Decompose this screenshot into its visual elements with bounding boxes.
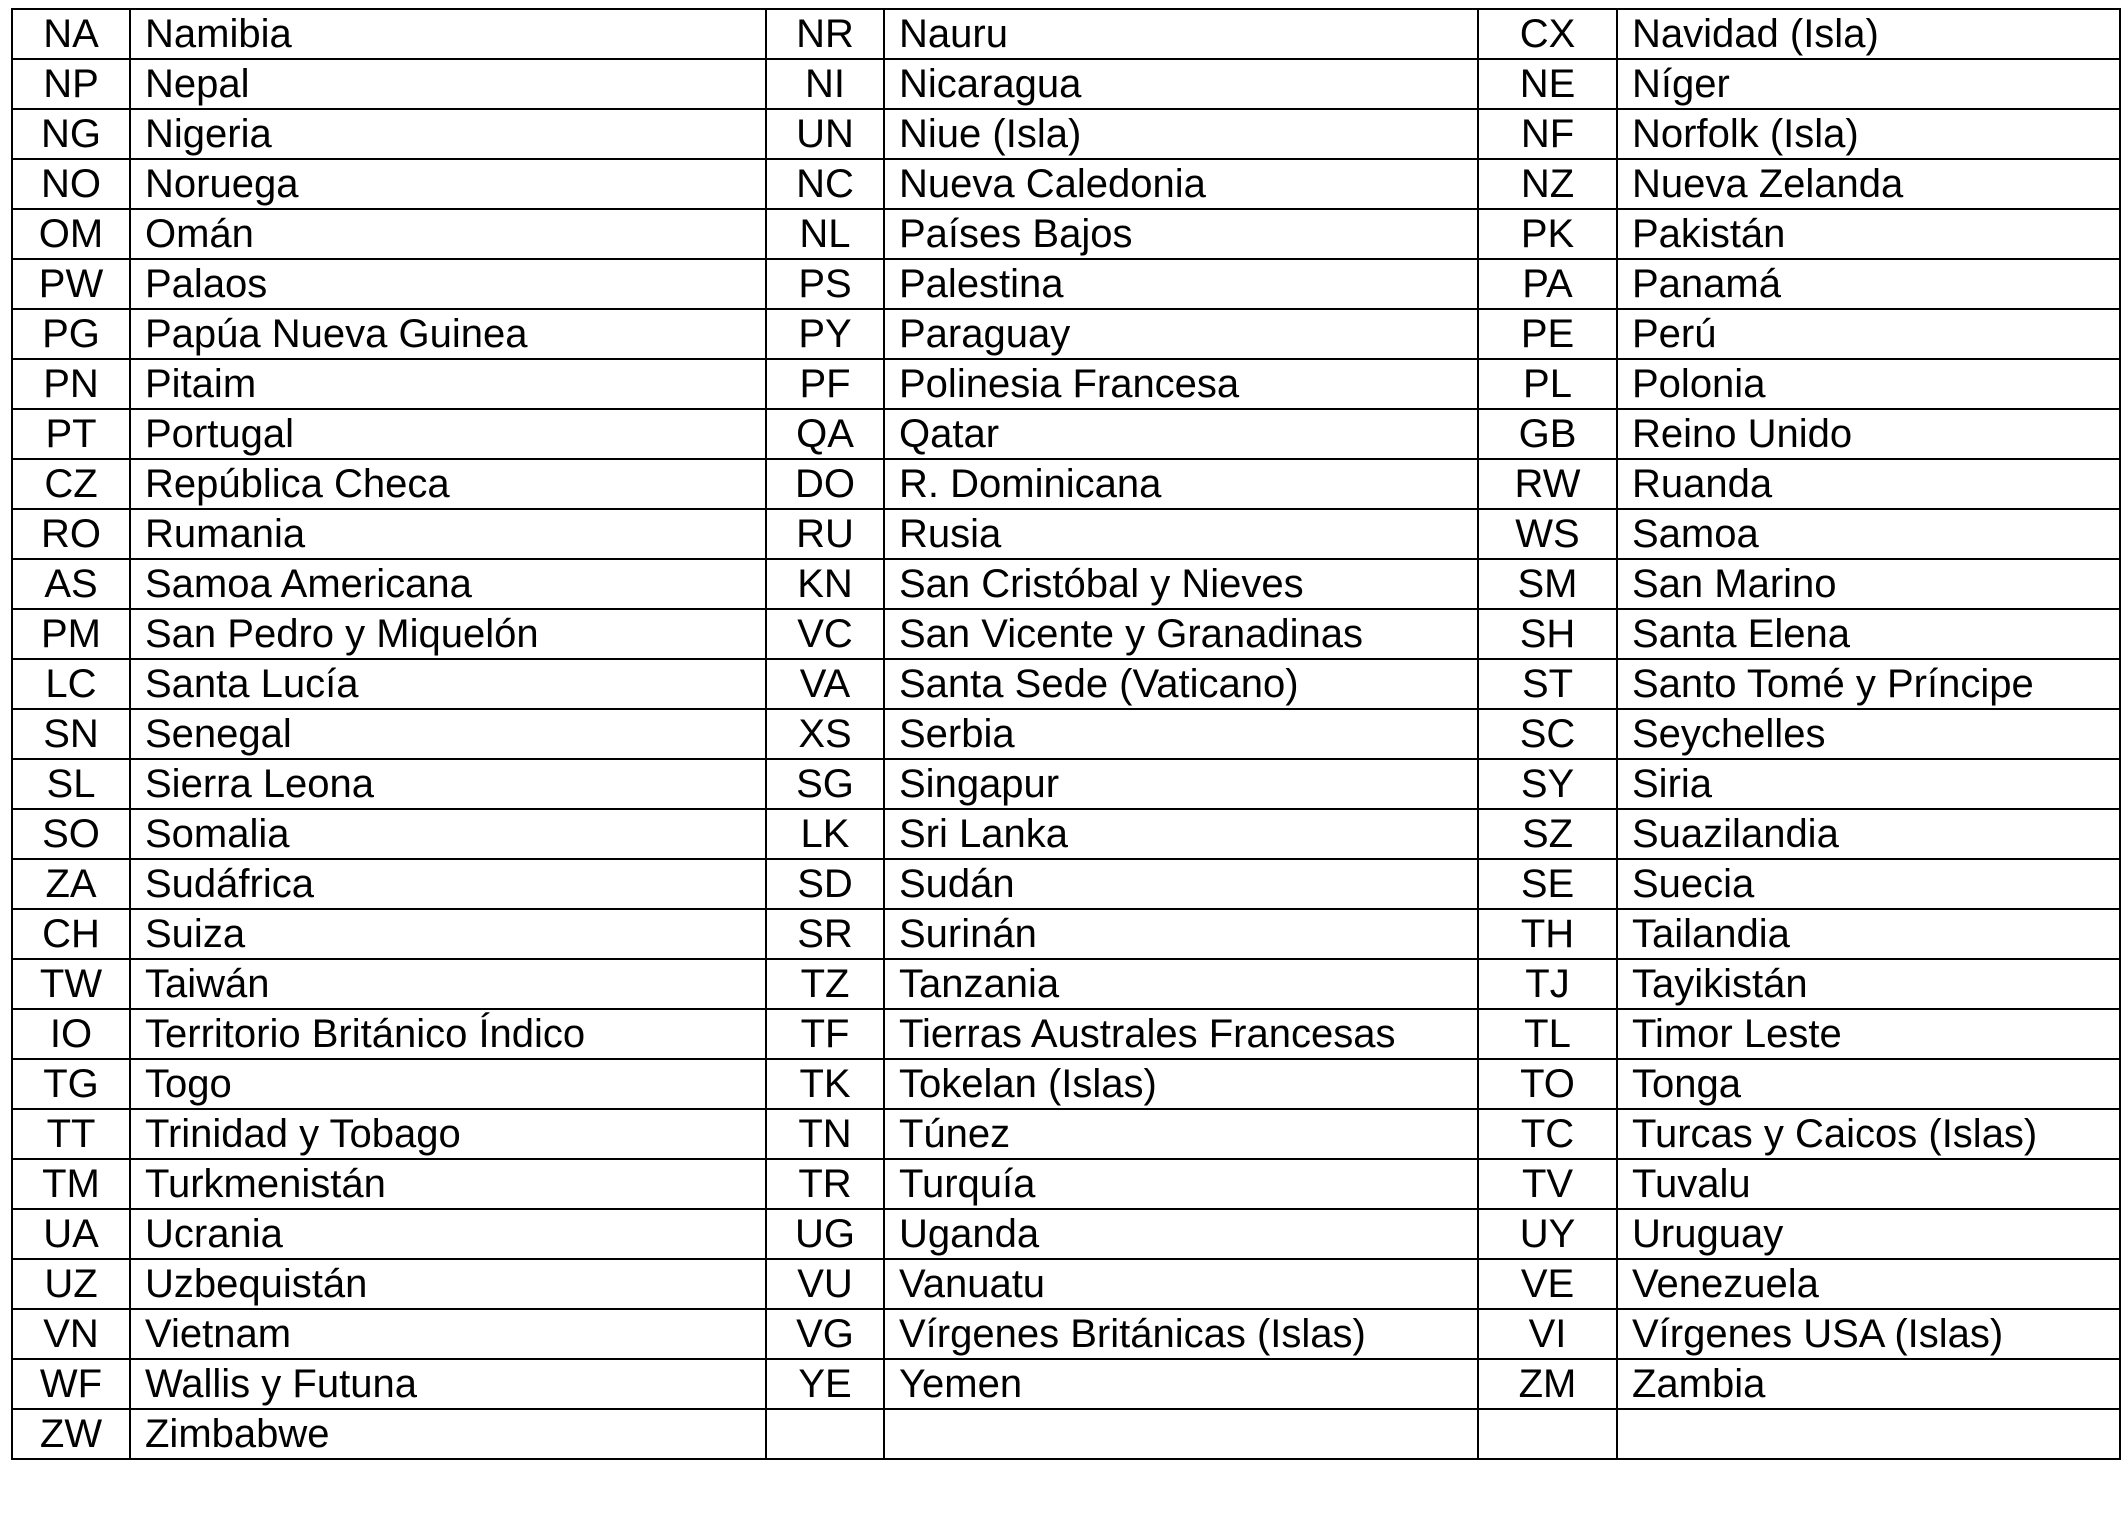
country-code-cell: UY <box>1478 1209 1617 1259</box>
country-name-cell: Nepal <box>130 59 766 109</box>
country-name-cell: Taiwán <box>130 959 766 1009</box>
country-code-cell: SD <box>766 859 884 909</box>
country-name-cell: Portugal <box>130 409 766 459</box>
country-name-cell: Qatar <box>884 409 1478 459</box>
country-code-table <box>11 8 2121 1460</box>
country-name-cell: R. Dominicana <box>884 459 1478 509</box>
country-name-cell: Tailandia <box>1617 909 2120 959</box>
country-code-cell: VI <box>1478 1309 1617 1359</box>
empty-cell <box>1617 1409 2120 1459</box>
country-name-cell: Samoa <box>1617 509 2120 559</box>
country-code-cell: PL <box>1478 359 1617 409</box>
country-code-cell: PM <box>12 609 130 659</box>
table-row <box>12 309 2120 359</box>
country-code-cell: NE <box>1478 59 1617 109</box>
country-name-cell: San Pedro y Miquelón <box>130 609 766 659</box>
country-name-cell: Suazilandia <box>1617 809 2120 859</box>
country-code-cell: ZA <box>12 859 130 909</box>
country-name-cell: Omán <box>130 209 766 259</box>
country-name-cell: Somalia <box>130 809 766 859</box>
country-name-cell: Turcas y Caicos (Islas) <box>1617 1109 2120 1159</box>
country-name-cell: Sierra Leona <box>130 759 766 809</box>
table-row <box>12 1409 2120 1459</box>
country-code-cell: NG <box>12 109 130 159</box>
country-code-cell: VU <box>766 1259 884 1309</box>
country-code-cell: SY <box>1478 759 1617 809</box>
country-name-cell: Tanzania <box>884 959 1478 1009</box>
country-code-cell: TG <box>12 1059 130 1109</box>
country-name-cell: Tokelan (Islas) <box>884 1059 1478 1109</box>
country-name-cell: Túnez <box>884 1109 1478 1159</box>
country-name-cell: República Checa <box>130 459 766 509</box>
country-code-cell: TJ <box>1478 959 1617 1009</box>
country-name-cell: Siria <box>1617 759 2120 809</box>
table-row <box>12 1009 2120 1059</box>
country-name-cell: Togo <box>130 1059 766 1109</box>
country-name-cell: Rumania <box>130 509 766 559</box>
table-row <box>12 359 2120 409</box>
table-row <box>12 1109 2120 1159</box>
country-code-cell: XS <box>766 709 884 759</box>
country-code-cell: UN <box>766 109 884 159</box>
table-row <box>12 659 2120 709</box>
country-code-cell: UA <box>12 1209 130 1259</box>
country-name-cell: Reino Unido <box>1617 409 2120 459</box>
country-code-cell: NA <box>12 9 130 59</box>
country-code-cell: SO <box>12 809 130 859</box>
country-code-cell: TL <box>1478 1009 1617 1059</box>
country-code-cell: TK <box>766 1059 884 1109</box>
country-code-cell: LK <box>766 809 884 859</box>
country-code-cell: TC <box>1478 1109 1617 1159</box>
country-code-cell: RO <box>12 509 130 559</box>
country-name-cell: Palaos <box>130 259 766 309</box>
country-name-cell: Palestina <box>884 259 1478 309</box>
country-code-cell: PA <box>1478 259 1617 309</box>
country-name-cell: Uzbequistán <box>130 1259 766 1309</box>
country-code-cell: DO <box>766 459 884 509</box>
country-name-cell: Santa Lucía <box>130 659 766 709</box>
country-name-cell: San Marino <box>1617 559 2120 609</box>
country-code-cell: SE <box>1478 859 1617 909</box>
country-code-cell: PE <box>1478 309 1617 359</box>
country-code-cell: RW <box>1478 459 1617 509</box>
country-code-cell: NO <box>12 159 130 209</box>
country-name-cell: Yemen <box>884 1359 1478 1409</box>
table-row <box>12 559 2120 609</box>
country-name-cell: Suiza <box>130 909 766 959</box>
country-code-cell: CZ <box>12 459 130 509</box>
country-name-cell: Ruanda <box>1617 459 2120 509</box>
country-code-cell: NR <box>766 9 884 59</box>
country-code-cell: AS <box>12 559 130 609</box>
table-row <box>12 1059 2120 1109</box>
table-row <box>12 609 2120 659</box>
country-code-cell: PY <box>766 309 884 359</box>
table-row <box>12 1209 2120 1259</box>
country-name-cell: Nauru <box>884 9 1478 59</box>
country-name-cell: Nueva Zelanda <box>1617 159 2120 209</box>
country-name-cell: Vírgenes USA (Islas) <box>1617 1309 2120 1359</box>
country-code-cell: TT <box>12 1109 130 1159</box>
table-row <box>12 809 2120 859</box>
country-name-cell: Tuvalu <box>1617 1159 2120 1209</box>
country-code-cell: VN <box>12 1309 130 1359</box>
table-row <box>12 1359 2120 1409</box>
country-code-cell: SC <box>1478 709 1617 759</box>
country-code-cell: NI <box>766 59 884 109</box>
country-name-cell: Nueva Caledonia <box>884 159 1478 209</box>
table-row <box>12 159 2120 209</box>
table-row <box>12 959 2120 1009</box>
country-code-cell: RU <box>766 509 884 559</box>
table-row <box>12 709 2120 759</box>
country-name-cell: Zimbabwe <box>130 1409 766 1459</box>
country-code-cell: KN <box>766 559 884 609</box>
table-row <box>12 209 2120 259</box>
country-code-cell: IO <box>12 1009 130 1059</box>
table-row <box>12 1159 2120 1209</box>
country-code-cell: PG <box>12 309 130 359</box>
table-row <box>12 1259 2120 1309</box>
country-name-cell: Paraguay <box>884 309 1478 359</box>
country-name-cell: Seychelles <box>1617 709 2120 759</box>
country-code-cell: VC <box>766 609 884 659</box>
table-row <box>12 9 2120 59</box>
country-code-cell: NL <box>766 209 884 259</box>
country-code-cell: TO <box>1478 1059 1617 1109</box>
country-code-cell: PT <box>12 409 130 459</box>
empty-cell <box>884 1409 1478 1459</box>
country-name-cell: Singapur <box>884 759 1478 809</box>
table-row <box>12 759 2120 809</box>
country-code-cell: SR <box>766 909 884 959</box>
country-code-cell: TN <box>766 1109 884 1159</box>
country-code-cell: TH <box>1478 909 1617 959</box>
country-code-cell: SZ <box>1478 809 1617 859</box>
country-name-cell: Uganda <box>884 1209 1478 1259</box>
country-code-cell: NZ <box>1478 159 1617 209</box>
country-code-cell: SH <box>1478 609 1617 659</box>
country-name-cell: Surinán <box>884 909 1478 959</box>
country-name-cell: Perú <box>1617 309 2120 359</box>
country-code-cell: ZM <box>1478 1359 1617 1409</box>
country-name-cell: Noruega <box>130 159 766 209</box>
country-code-cell: PN <box>12 359 130 409</box>
country-code-cell: ST <box>1478 659 1617 709</box>
country-code-cell: LC <box>12 659 130 709</box>
country-name-cell: Senegal <box>130 709 766 759</box>
country-name-cell: Tayikistán <box>1617 959 2120 1009</box>
country-name-cell: Nicaragua <box>884 59 1478 109</box>
country-name-cell: Turquía <box>884 1159 1478 1209</box>
country-code-cell: TV <box>1478 1159 1617 1209</box>
country-code-cell: TR <box>766 1159 884 1209</box>
country-name-cell: Vírgenes Británicas (Islas) <box>884 1309 1478 1359</box>
table-row <box>12 259 2120 309</box>
country-name-cell: Países Bajos <box>884 209 1478 259</box>
country-code-cell: WF <box>12 1359 130 1409</box>
country-code-cell: UG <box>766 1209 884 1259</box>
country-code-cell: NC <box>766 159 884 209</box>
country-name-cell: San Cristóbal y Nieves <box>884 559 1478 609</box>
country-code-cell: ZW <box>12 1409 130 1459</box>
country-name-cell: Venezuela <box>1617 1259 2120 1309</box>
country-name-cell: Samoa Americana <box>130 559 766 609</box>
country-name-cell: Rusia <box>884 509 1478 559</box>
country-code-cell: PS <box>766 259 884 309</box>
country-name-cell: Suecia <box>1617 859 2120 909</box>
country-name-cell: Wallis y Futuna <box>130 1359 766 1409</box>
country-name-cell: Santa Elena <box>1617 609 2120 659</box>
country-code-cell: TM <box>12 1159 130 1209</box>
country-name-cell: Ucrania <box>130 1209 766 1259</box>
country-name-cell: Navidad (Isla) <box>1617 9 2120 59</box>
country-code-cell: GB <box>1478 409 1617 459</box>
country-name-cell: Vanuatu <box>884 1259 1478 1309</box>
country-code-cell: VA <box>766 659 884 709</box>
country-code-cell: NF <box>1478 109 1617 159</box>
country-code-cell: TW <box>12 959 130 1009</box>
country-code-cell: PK <box>1478 209 1617 259</box>
country-code-cell: SN <box>12 709 130 759</box>
country-code-cell: CX <box>1478 9 1617 59</box>
empty-cell <box>766 1409 884 1459</box>
table-row <box>12 509 2120 559</box>
country-name-cell: Santo Tomé y Príncipe <box>1617 659 2120 709</box>
country-name-cell: Polonia <box>1617 359 2120 409</box>
country-name-cell: Niue (Isla) <box>884 109 1478 159</box>
country-name-cell: Papúa Nueva Guinea <box>130 309 766 359</box>
country-name-cell: Zambia <box>1617 1359 2120 1409</box>
country-name-cell: Santa Sede (Vaticano) <box>884 659 1478 709</box>
table-row <box>12 459 2120 509</box>
country-name-cell: Namibia <box>130 9 766 59</box>
country-name-cell: Nigeria <box>130 109 766 159</box>
country-name-cell: Serbia <box>884 709 1478 759</box>
country-name-cell: Polinesia Francesa <box>884 359 1478 409</box>
country-name-cell: Vietnam <box>130 1309 766 1359</box>
country-name-cell: Territorio Británico Índico <box>130 1009 766 1059</box>
country-name-cell: Sudán <box>884 859 1478 909</box>
country-code-cell: CH <box>12 909 130 959</box>
country-code-cell: TF <box>766 1009 884 1059</box>
country-name-cell: Trinidad y Tobago <box>130 1109 766 1159</box>
country-name-cell: Sri Lanka <box>884 809 1478 859</box>
country-code-cell: VG <box>766 1309 884 1359</box>
table-row <box>12 59 2120 109</box>
country-code-cell: WS <box>1478 509 1617 559</box>
country-code-cell: SM <box>1478 559 1617 609</box>
country-code-cell: SL <box>12 759 130 809</box>
country-code-cell: NP <box>12 59 130 109</box>
country-name-cell: Norfolk (Isla) <box>1617 109 2120 159</box>
country-code-cell: QA <box>766 409 884 459</box>
country-code-cell: UZ <box>12 1259 130 1309</box>
country-name-cell: Pakistán <box>1617 209 2120 259</box>
country-code-cell: PF <box>766 359 884 409</box>
country-name-cell: Pitaim <box>130 359 766 409</box>
table-row <box>12 109 2120 159</box>
country-name-cell: Sudáfrica <box>130 859 766 909</box>
table-row <box>12 1309 2120 1359</box>
table-row <box>12 859 2120 909</box>
country-name-cell: Turkmenistán <box>130 1159 766 1209</box>
country-name-cell: Timor Leste <box>1617 1009 2120 1059</box>
country-name-cell: Panamá <box>1617 259 2120 309</box>
country-name-cell: Tierras Australes Francesas <box>884 1009 1478 1059</box>
table-row <box>12 409 2120 459</box>
country-name-cell: Tonga <box>1617 1059 2120 1109</box>
empty-cell <box>1478 1409 1617 1459</box>
country-code-cell: YE <box>766 1359 884 1409</box>
country-code-cell: TZ <box>766 959 884 1009</box>
country-code-cell: OM <box>12 209 130 259</box>
country-code-cell: SG <box>766 759 884 809</box>
country-code-cell: PW <box>12 259 130 309</box>
table-body <box>12 9 2120 1459</box>
country-name-cell: Uruguay <box>1617 1209 2120 1259</box>
country-name-cell: Níger <box>1617 59 2120 109</box>
table-row <box>12 909 2120 959</box>
country-name-cell: San Vicente y Granadinas <box>884 609 1478 659</box>
country-code-cell: VE <box>1478 1259 1617 1309</box>
